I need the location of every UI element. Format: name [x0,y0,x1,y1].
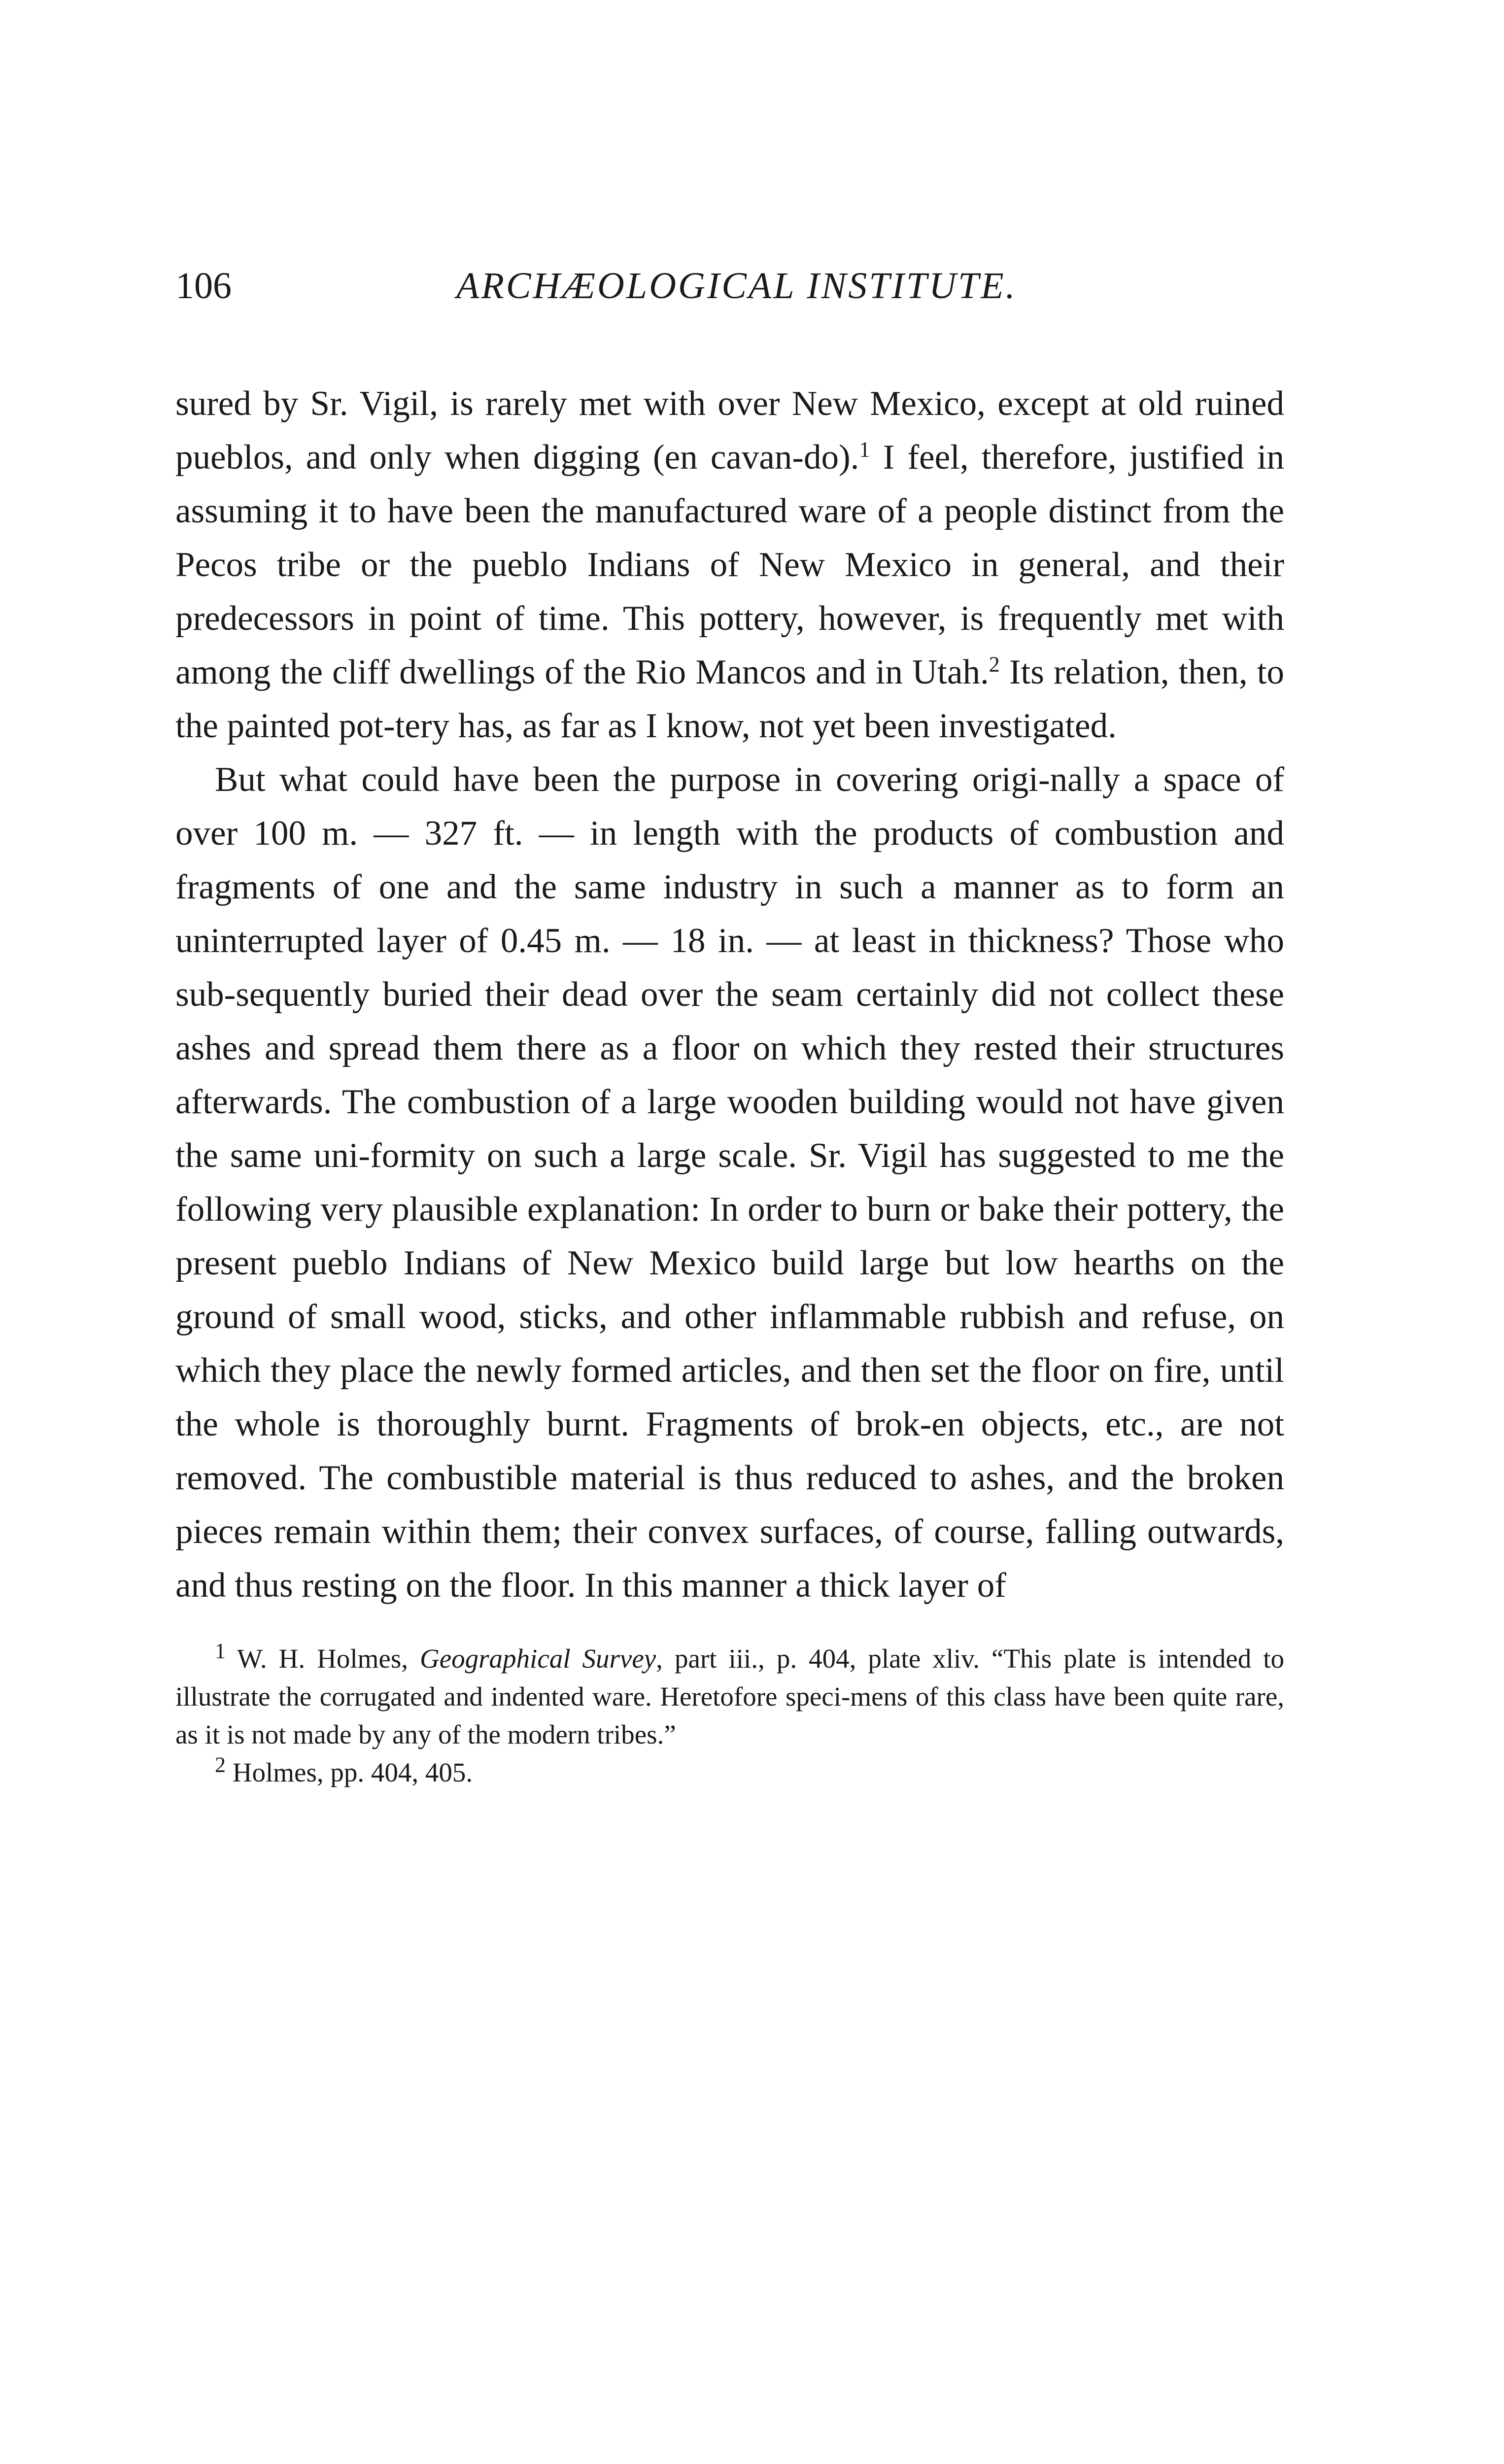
paragraph-1-text-b: I feel, therefore, justified in assuming it to have been the manufactured ware of a people distinct from the Pecos tribe or the pueblo Indians of New Mexico in general, and their predecessors in point of time. This pottery, however, is frequently met with among the cliff dwellings of the Rio Mancos and in Utah. [175,438,1284,691]
paragraph-2: But what could have been the purpose in covering origi-nally a space of over 100 m. — 327 ft. — in length with the products of combustion and fragments of one and the same industry in such a manner as to form an uninterrupted layer of 0.45 m. — 18 in. — at least in thickness? Those who sub-sequently buried their dead over the seam certainly did not collect these ashes and spread them there as a floor on which they rested their structures afterwards. The combustion of a large wooden building would not have given the same uni-formity on such a large scale. Sr. Vigil has suggested to me the following very plausible explanation: In order to burn or bake their pottery, the present pueblo Indians of New Mexico build large but low hearths on the ground of small wood, sticks, and other inflammable rubbish and refuse, on which they place the newly formed articles, and then set the floor on fire, until the whole is thoroughly burnt. Fragments of brok-en objects, etc., are not removed. The combustible material is thus reduced to ashes, and the broken pieces remain within them; their convex surfaces, of course, falling outwards, and thus resting on the floor. In this manner a thick layer of [175,760,1284,1605]
paragraph-1-text-a: sured by Sr. Vigil, is rarely met with over New Mexico, except at old ruined pueblos, and only when digging (en cavan-do). [175,384,1284,477]
footnote-2 [175,1753,1284,1791]
paragraph-1 [175,377,1284,753]
body-text [175,377,1284,1612]
footnote-1-marker: 1 [215,1639,226,1663]
paragraph-1-text-c: Its relation, then, to the painted pot-tery has, as far as I know, not yet been investigated. [175,653,1284,745]
footnote-1-text: , part iii., p. 404, plate xliv. “This plate is intended to illustrate the corrugated and indented ware. Heretofore speci-mens of this class have been quite rare, as it is not made by any of the modern tribes.” [175,1643,1284,1749]
footnote-2-marker: 2 [215,1752,226,1777]
footnote-1-author: W. H. Holmes, [226,1643,420,1674]
footnote-2-text: Holmes, pp. 404, 405. [226,1757,473,1787]
footnotes [175,1640,1284,1791]
running-title: ARCHÆOLOGICAL INSTITUTE. [456,265,1017,307]
footnote-1-source: Geographical Survey [420,1643,656,1674]
footnote-ref-1: 1 [859,437,870,462]
footnote-1 [175,1640,1284,1753]
page-number: 106 [175,265,232,307]
footnote-ref-2: 2 [989,652,1000,677]
book-page [175,256,1284,1791]
running-head [175,256,1284,315]
